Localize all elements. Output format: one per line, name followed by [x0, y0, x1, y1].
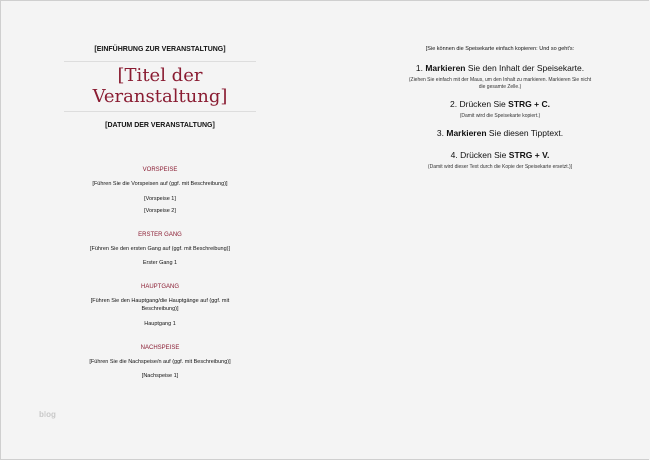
step-bold-text: STRG + C. — [508, 99, 550, 109]
section-description: [Führen Sie den Hauptgang/die Hauptgänge auf (ggf. mit Beschreibung)] — [90, 298, 230, 313]
step-text: Sie den Inhalt der Speisekarte. — [465, 62, 585, 73]
step-note: (Damit wird die Speisekarte kopiert.) — [459, 113, 541, 120]
instruction-step — [400, 127, 600, 139]
menu-section — [60, 167, 260, 214]
menu-section — [60, 345, 260, 380]
menu-item: Hauptgang 1 — [144, 320, 176, 327]
section-description: [Führen Sie die Vorspeisen auf (ggf. mit Beschreibung)] — [92, 181, 228, 187]
instruction-step — [400, 62, 600, 74]
section-heading: NACHSPEISE — [140, 344, 180, 351]
menu-item: [Vorspeise 2] — [144, 207, 176, 214]
step-text: 2. Drücken Sie — [450, 99, 509, 109]
watermark-logo: blog — [39, 410, 56, 419]
step-note: (Damit wird dieser Text durch die Kopie der Speisekarte ersetzt.)] — [427, 163, 573, 170]
instruction-step — [400, 149, 600, 161]
step-text: 4. Drücken Sie — [450, 149, 509, 160]
section-description: [Führen Sie den ersten Gang auf (ggf. mit Beschreibung)] — [89, 245, 231, 252]
section-heading: VORSPEISE — [142, 167, 178, 173]
event-intro: [EINFÜHRUNG ZUR VERANSTALTUNG] — [94, 46, 226, 53]
instructions-intro: [Sie können die Speisekarte einfach kopieren: Und so geht's: — [425, 46, 575, 52]
step-bold-text: STRG + V. — [508, 149, 550, 160]
menu-item: [Nachspeise 1] — [141, 373, 179, 380]
step-bold-text: Markieren — [425, 62, 466, 73]
menu-left-column — [60, 46, 260, 385]
instructions-column — [400, 46, 600, 178]
event-title: [Titel der Veranstaltung] — [64, 61, 256, 112]
section-heading: ERSTER GANG — [138, 231, 182, 238]
step-text: Sie diesen Tipptext. — [486, 128, 564, 139]
menu-item: Erster Gang 1 — [142, 260, 178, 267]
step-note: (Ziehen Sie einfach mit der Maus, um den Inhalt zu markieren. Markieren Sie nicht die gesamte Zelle.) — [408, 77, 592, 90]
instruction-step — [400, 98, 600, 110]
step-bold-text: Markieren — [446, 128, 487, 139]
menu-item: [Vorspeise 1] — [144, 195, 176, 202]
menu-section — [60, 232, 260, 267]
section-description: [Führen Sie die Nachspeise/n auf (ggf. mit Beschreibung)] — [89, 358, 231, 365]
step-text: 3. — [436, 128, 447, 139]
step-text: 1. — [415, 62, 426, 73]
menu-section — [60, 284, 260, 326]
event-date: [DATUM DER VERANSTALTUNG] — [105, 122, 215, 129]
section-heading: HAUPTGANG — [140, 284, 179, 291]
